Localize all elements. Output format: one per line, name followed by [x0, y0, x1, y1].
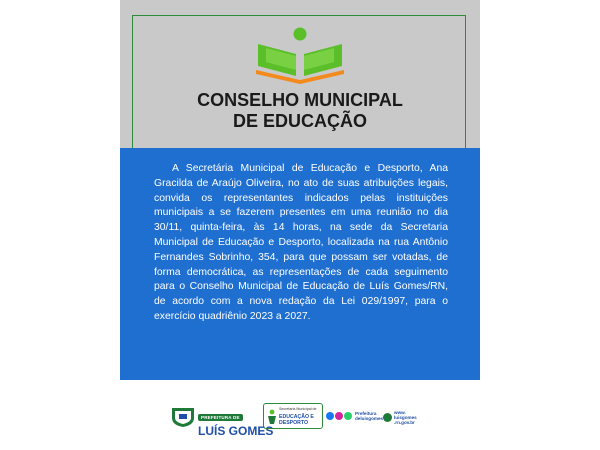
secretaria-name-line-2: DESPORTO — [279, 420, 309, 426]
title-line-1: CONSELHO MUNICIPAL — [197, 90, 403, 110]
page-title — [120, 90, 480, 132]
secretaria-name-line-1: EDUCAÇÃO E — [279, 414, 314, 420]
title-line-2: DE EDUCAÇÃO — [232, 111, 367, 131]
footer — [120, 380, 480, 450]
header-panel — [120, 0, 480, 148]
figure-icon — [267, 409, 277, 425]
web-line-1: www. — [394, 410, 406, 415]
prefeitura-name: LUÍS GOMES — [198, 424, 274, 438]
prefeitura-logo — [198, 406, 274, 438]
web-line-2: luisgomes — [394, 415, 417, 420]
crest-icon — [170, 404, 196, 428]
web-line-3: .rn.gov.br — [394, 420, 415, 425]
social-line-2: deluisgomes — [355, 416, 384, 421]
secretaria-small-label: Secretaria Municipal de — [279, 407, 317, 411]
website-text — [394, 410, 417, 425]
secretaria-logo — [263, 403, 323, 429]
whatsapp-icon — [344, 412, 352, 420]
social-handles — [326, 410, 383, 422]
secretaria-name — [279, 414, 314, 426]
social-line-1: Prefeitura — [355, 411, 377, 416]
facebook-icon — [326, 412, 334, 420]
announcement-text: A Secretária Municipal de Educação e Desporto, Ana Gracilda de Araújo Oliveira, no ato de suas atribuições legais, convida os representantes indicados pelas instituições municipais a se fazerem presentes em uma reunião no dia 30/11, quinta-feira, às 14 horas, na sede da Secretaria Municipal de Educação e Desporto, localizada na rua Antônio Fernandes Sobrinho, 354, para que possam ser votadas, de forma democrática, as representações de cada seguimento para o Conselho Municipal de Educação de Luís Gomes/RN, de acordo com a nova redação da Lei 029/1997, para o exercício quadriênio 2023 a 2027. — [154, 163, 448, 322]
globe-icon — [383, 413, 392, 422]
open-book-reader-icon — [252, 26, 348, 86]
announcement-panel — [120, 148, 480, 380]
poster — [120, 0, 480, 450]
instagram-icon — [335, 412, 343, 420]
prefeitura-small-label: PREFEITURA DE — [198, 414, 243, 421]
website — [383, 410, 417, 425]
social-handle-text — [355, 411, 383, 421]
